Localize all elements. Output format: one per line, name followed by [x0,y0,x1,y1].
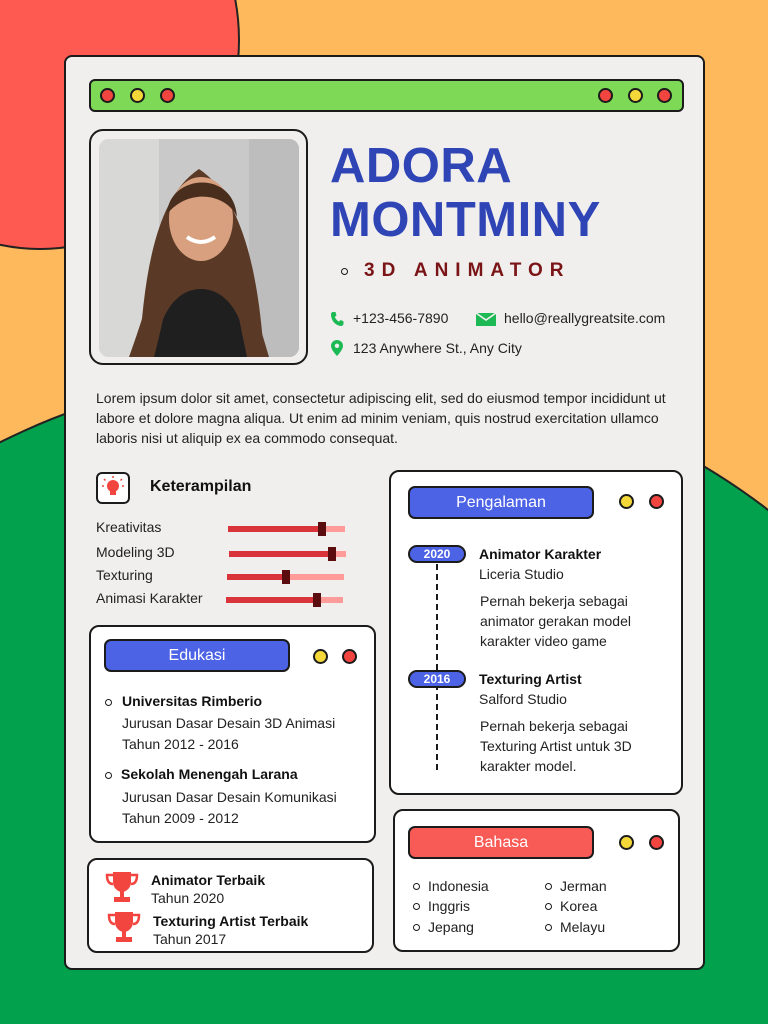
experience-section [389,470,683,795]
language-bullet [545,924,552,931]
language-bullet [413,924,420,931]
window-dot-yellow [130,88,145,103]
skill-level-bar [227,574,344,580]
section-dot-red [342,649,357,664]
resume-card [64,55,705,970]
skill-level-fill [227,574,286,580]
trophy-icon [104,870,140,904]
experience-company: Liceria Studio [479,566,564,582]
window-top-bar [89,79,684,112]
window-dot-yellow [628,88,643,103]
name-line-last: MONTMINY [330,193,601,247]
language-item: Indonesia [428,878,489,894]
section-dot-yellow [619,494,634,509]
award-year: Tahun 2020 [151,890,225,906]
name-line-first: ADORA [330,139,513,193]
skill-level-bar [229,551,346,557]
skill-label: Texturing [96,567,153,583]
job-title: 3D ANIMATOR [364,260,571,281]
education-school: Sekolah Menengah Larana [121,766,298,782]
experience-desc-line: karakter video game [480,633,607,649]
section-dot-yellow [619,835,634,850]
education-years: Tahun 2012 - 2016 [122,736,239,752]
trophy-icon [106,910,142,944]
education-major: Jurusan Dasar Desain 3D Animasi [122,715,336,731]
experience-desc-line: Pernah bekerja sebagai [480,718,628,734]
experience-desc-line: animator gerakan model [480,613,631,629]
education-heading: Edukasi [104,639,290,672]
language-bullet [413,883,420,890]
skill-level-knob [328,547,336,561]
experience-year-tag: 2016 [408,670,466,688]
role-bullet [341,268,348,275]
language-item: Jepang [428,919,474,935]
skill-level-bar [228,526,345,532]
experience-desc-line: karakter model. [480,758,577,774]
experience-heading: Pengalaman [408,486,594,519]
contact-email: hello@reallygreatsite.com [504,310,666,326]
experience-desc-line: Pernah bekerja sebagai [480,593,628,609]
window-dot-red [598,88,613,103]
profile-photo-illustration [99,139,299,357]
skill-level-bar [226,597,343,603]
profile-photo-frame [89,129,308,365]
skill-label: Modeling 3D [96,544,175,560]
experience-position: Texturing Artist [479,671,582,687]
skill-level-knob [313,593,321,607]
section-dot-yellow [313,649,328,664]
education-bullet [105,699,112,706]
education-years: Tahun 2009 - 2012 [122,810,239,826]
profile-photo [99,139,299,357]
skill-level-knob [282,570,290,584]
skill-level-fill [226,597,317,603]
language-item: Korea [560,898,598,914]
experience-desc-line: Texturing Artist untuk 3D [480,738,632,754]
phone-icon [330,311,344,327]
contact-address: 123 Anywhere St., Any City [353,340,522,356]
skill-level-fill [229,551,332,557]
experience-year-tag: 2020 [408,545,466,563]
timeline-line [435,564,439,774]
experience-position: Animator Karakter [479,546,602,562]
envelope-icon [476,313,496,326]
person-name [330,139,601,247]
education-bullet [105,772,112,779]
language-item: Melayu [560,919,606,935]
skill-level-knob [318,522,326,536]
window-dot-red [160,88,175,103]
education-major: Jurusan Dasar Desain Komunikasi [122,789,337,805]
award-title: Texturing Artist Terbaik [153,913,309,929]
language-bullet [545,883,552,890]
language-item: Jerman [560,878,607,894]
award-year: Tahun 2017 [153,931,227,947]
experience-company: Salford Studio [479,691,567,707]
education-school: Universitas Rimberio [122,693,263,709]
map-pin-icon [331,340,343,356]
lightbulb-icon [98,474,128,502]
skills-icon-box [96,472,130,504]
window-dot-red [657,88,672,103]
education-section [89,625,376,843]
language-bullet [545,903,552,910]
section-dot-red [649,494,664,509]
languages-heading: Bahasa [408,826,594,859]
awards-section [87,858,374,953]
skills-heading: Keterampilan [150,478,252,495]
skill-label: Kreativitas [96,519,162,535]
about-paragraph: Lorem ipsum dolor sit amet, consectetur adipiscing elit, sed do eiusmod tempor incididunt ut labore et dolore magna aliqua. Ut enim ad minim veniam, quis nostrud exercitation ullamco laboris nisi ut aliquip ex ea commodo consequat. [96,390,666,446]
award-title: Animator Terbaik [151,872,266,888]
contact-phone: +123-456-7890 [353,310,449,326]
language-item: Inggris [428,898,471,914]
window-dot-red [100,88,115,103]
skill-level-fill [228,526,322,532]
languages-section [393,809,680,952]
skill-label: Animasi Karakter [96,590,203,606]
section-dot-red [649,835,664,850]
language-bullet [413,903,420,910]
